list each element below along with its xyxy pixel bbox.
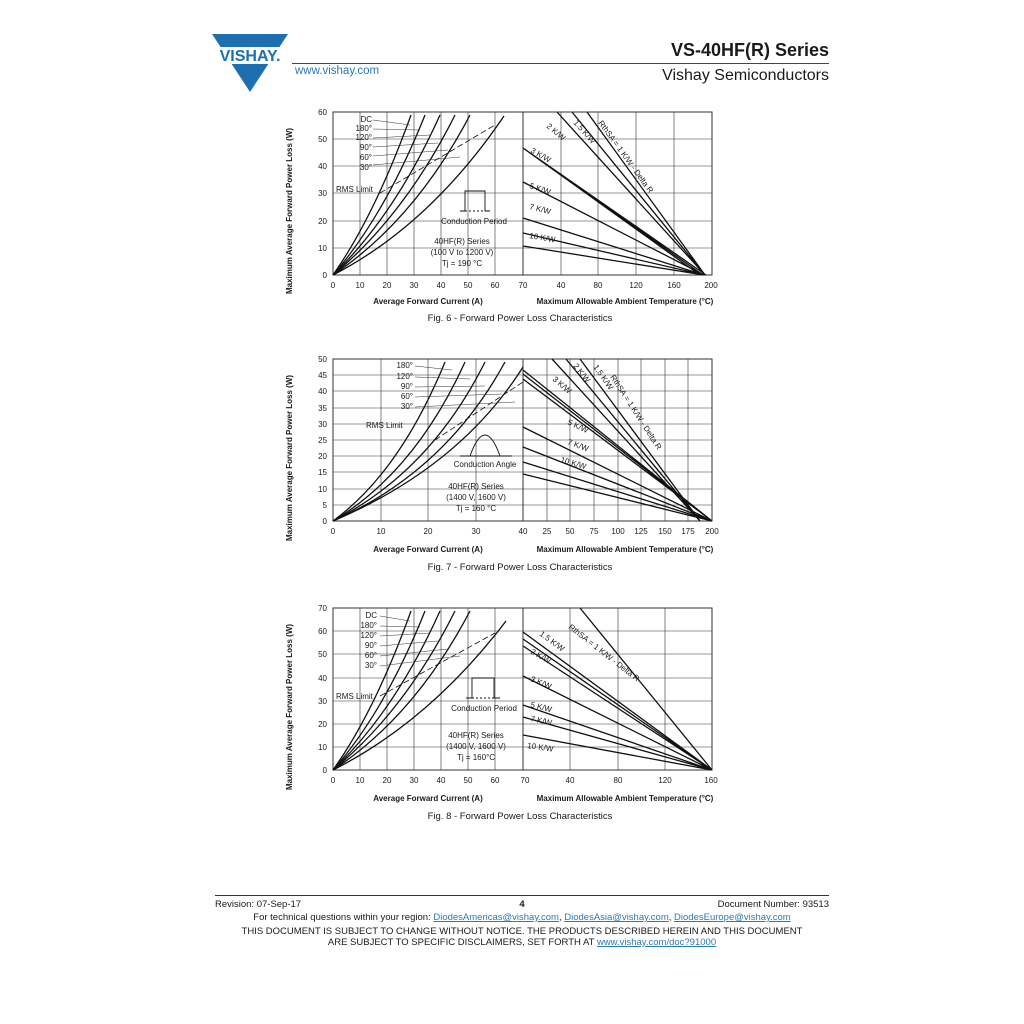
- x-tick: 70: [518, 281, 528, 290]
- x-tick: 70: [520, 776, 530, 785]
- device-info: Tj = 160°C: [456, 753, 496, 762]
- x-tick: 20: [423, 527, 433, 536]
- x-tick: 50: [463, 776, 473, 785]
- y-tick: 40: [318, 674, 327, 683]
- x-tick: 20: [382, 776, 392, 785]
- x-axis-label-left: Average Forward Current (A): [373, 297, 483, 306]
- manufacturer-name: Vishay Semiconductors: [662, 67, 829, 84]
- device-info: (1400 V, 1600 V): [446, 493, 506, 502]
- y-tick: 20: [318, 452, 327, 461]
- x-tick: 120: [629, 281, 643, 290]
- series-title: VS-40HF(R) Series: [670, 40, 829, 60]
- x-tick: 160: [667, 281, 681, 290]
- y-tick: 50: [318, 135, 327, 144]
- waveform-icon: [460, 191, 490, 211]
- curve-label: 90°: [364, 641, 377, 650]
- separator: ,: [558, 912, 565, 923]
- curve-label: 30°: [359, 163, 372, 172]
- x-tick: 50: [565, 527, 575, 536]
- y-tick: 30: [318, 420, 327, 429]
- x-axis-label-right: Maximum Allowable Ambient Temperature (°C): [536, 297, 714, 306]
- rthsa-label: 3 K/W: [529, 674, 553, 692]
- rthsa-label: 7 K/W: [566, 437, 590, 454]
- x-tick: 20: [382, 281, 392, 290]
- figure-6: [280, 105, 740, 335]
- curve-label: DC: [365, 611, 377, 620]
- waveform-label: Conduction Period: [451, 704, 517, 713]
- rthsa-label: 2 K/W: [544, 121, 568, 143]
- device-info: (1400 V, 1600 V): [446, 742, 506, 751]
- x-tick: 200: [705, 527, 719, 536]
- y-tick: 50: [318, 355, 327, 364]
- website-link[interactable]: www.vishay.com: [295, 65, 380, 77]
- curve-label: 120°: [360, 631, 377, 640]
- y-tick: 20: [318, 217, 327, 226]
- rthsa-label: 3 K/W: [550, 374, 574, 396]
- y-tick: 10: [318, 244, 327, 253]
- x-tick: 160: [704, 776, 718, 785]
- separator: ,: [668, 912, 675, 923]
- y-tick: 25: [318, 436, 327, 445]
- device-info: 40HF(R) Series: [448, 482, 504, 491]
- x-tick: 25: [542, 527, 552, 536]
- x-tick: 10: [376, 527, 386, 536]
- curve-label: 120°: [355, 133, 372, 142]
- curve-label: 60°: [359, 153, 372, 162]
- curve-label: 30°: [400, 402, 413, 411]
- y-tick: 40: [318, 162, 327, 171]
- logo-text: VISHAY.: [219, 48, 281, 65]
- y-tick: 60: [318, 108, 327, 117]
- rthsa-label: 2 K/W: [571, 361, 592, 385]
- x-axis-label-right: Maximum Allowable Ambient Temperature (°C): [536, 794, 714, 803]
- waveform-label: Conduction Angle: [453, 460, 517, 469]
- x-tick: 0: [330, 527, 336, 536]
- email-americas-link[interactable]: DiodesAmericas@vishay.com: [433, 912, 559, 923]
- waveform-icon: [460, 435, 512, 456]
- disclaimer-link[interactable]: www.vishay.com/doc?91000: [596, 937, 717, 948]
- curve-label: 30°: [364, 661, 377, 670]
- rthsa-label: 10 K/W: [526, 741, 554, 754]
- y-tick: 0: [322, 766, 327, 775]
- y-tick: 40: [318, 387, 327, 396]
- device-info: 40HF(R) Series: [434, 237, 490, 246]
- x-tick: 0: [330, 776, 336, 785]
- y-tick: 10: [318, 743, 327, 752]
- figure-7: [280, 352, 740, 582]
- curve-label: 180°: [360, 621, 377, 630]
- x-axis-label-left: Average Forward Current (A): [373, 794, 483, 803]
- x-tick: 40: [565, 776, 575, 785]
- x-axis-label-right: Maximum Allowable Ambient Temperature (°C): [536, 545, 714, 554]
- rms-limit-label: RMS Limit: [366, 421, 403, 430]
- rthsa-label: 1.5 K/W: [591, 362, 616, 392]
- figure-7-caption: Fig. 7 - Forward Power Loss Characteristics: [427, 562, 613, 573]
- figure-8-caption: Fig. 8 - Forward Power Loss Characteristics: [427, 811, 613, 822]
- x-tick: 175: [681, 527, 695, 536]
- rthsa-label: 10 K/W: [528, 231, 557, 245]
- email-europe-link[interactable]: DiodesEurope@vishay.com: [674, 912, 791, 923]
- y-axis-label: Maximum Average Forward Power Loss (W): [285, 374, 294, 542]
- rthsa-label: 7 K/W: [528, 202, 552, 217]
- x-tick: 80: [613, 776, 623, 785]
- y-tick: 10: [318, 485, 327, 494]
- device-info: (100 V to 1200 V): [430, 248, 494, 257]
- rms-limit-label: RMS Limit: [336, 692, 373, 701]
- figure-6-caption: Fig. 6 - Forward Power Loss Characteristics: [427, 313, 613, 324]
- y-tick: 20: [318, 720, 327, 729]
- y-tick: 15: [318, 468, 327, 477]
- tech-contact-line: [215, 912, 829, 923]
- vishay-logo: [210, 34, 290, 94]
- curve-label: 90°: [400, 382, 413, 391]
- rthsa-label: 7 K/W: [529, 714, 553, 728]
- x-tick: 150: [658, 527, 672, 536]
- rthsa-label: 5 K/W: [529, 700, 553, 715]
- x-tick: 10: [355, 281, 365, 290]
- rms-limit-label: RMS Limit: [336, 185, 373, 194]
- rthsa-label: 1.5 K/W: [537, 629, 567, 654]
- y-tick: 70: [318, 604, 327, 613]
- tech-prefix: For technical questions within your region:: [253, 912, 434, 923]
- waveform-label: Conduction Period: [441, 217, 507, 226]
- y-tick: 0: [322, 517, 327, 526]
- x-tick: 40: [436, 281, 446, 290]
- x-axis-label-left: Average Forward Current (A): [373, 545, 483, 554]
- y-tick: 35: [318, 404, 327, 413]
- x-tick: 60: [490, 281, 500, 290]
- y-tick: 30: [318, 697, 327, 706]
- y-tick: 5: [322, 501, 327, 510]
- rthsa-label: 5 K/W: [528, 181, 552, 197]
- curve-label: 60°: [400, 392, 413, 401]
- x-tick: 0: [330, 281, 336, 290]
- device-info: 40HF(R) Series: [448, 731, 504, 740]
- x-tick: 60: [490, 776, 500, 785]
- y-tick: 45: [318, 371, 327, 380]
- y-axis-label: Maximum Average Forward Power Loss (W): [285, 127, 294, 295]
- curve-label: DC: [360, 115, 372, 124]
- x-tick: 125: [634, 527, 648, 536]
- rthsa-label: RthSA = 1 K/W - Delta R: [566, 622, 642, 684]
- email-asia-link[interactable]: DiodesAsia@vishay.com: [564, 912, 669, 923]
- curve-label: 120°: [396, 372, 413, 381]
- x-tick: 200: [704, 281, 718, 290]
- x-tick: 100: [611, 527, 625, 536]
- y-tick: 50: [318, 650, 327, 659]
- x-tick: 40: [518, 527, 528, 536]
- x-tick: 40: [436, 776, 446, 785]
- disclaimer-line-1: THIS DOCUMENT IS SUBJECT TO CHANGE WITHOUT NOTICE. THE PRODUCTS DESCRIBED HEREIN AND THIS DOCUMENT: [241, 926, 803, 937]
- rthsa-label: RthSA = 1 K/W - Delta R: [596, 118, 656, 195]
- revision-date: Revision: 07-Sep-17: [215, 899, 302, 910]
- curve-label: 180°: [355, 124, 372, 133]
- device-info: Tj = 160 °C: [455, 504, 497, 513]
- rthsa-label: 2 K/W: [529, 646, 553, 666]
- x-tick: 80: [593, 281, 603, 290]
- curve-label: 60°: [364, 651, 377, 660]
- rthsa-label: RthSA = 1 K/W - Delta R: [608, 373, 664, 452]
- rthsa-label: 5 K/W: [566, 417, 590, 436]
- rthsa-label: 10 K/W: [559, 455, 588, 472]
- x-tick: 40: [556, 281, 566, 290]
- power-curves: [333, 112, 706, 275]
- x-tick: 10: [355, 776, 365, 785]
- disclaimer-prefix: ARE SUBJECT TO SPECIFIC DISCLAIMERS, SET FORTH AT: [327, 937, 597, 948]
- footer-rule: [215, 895, 829, 896]
- document-number: Document Number: 93513: [717, 899, 829, 910]
- y-tick: 0: [322, 271, 327, 280]
- y-tick: 30: [318, 189, 327, 198]
- rthsa-label: 3 K/W: [529, 145, 553, 165]
- curve-label: 180°: [396, 361, 413, 370]
- x-tick: 30: [471, 527, 481, 536]
- x-tick: 75: [589, 527, 599, 536]
- rthsa-label: 1.5 K/W: [571, 118, 598, 146]
- header-rule: [292, 63, 829, 64]
- x-tick: 50: [463, 281, 473, 290]
- disclaimer-line-2: [215, 937, 829, 948]
- device-info: Tj = 190 °C: [441, 259, 483, 268]
- curve-label: 90°: [359, 143, 372, 152]
- figure-8: [280, 601, 740, 831]
- x-tick: 120: [658, 776, 672, 785]
- x-tick: 30: [409, 776, 419, 785]
- y-axis-label: Maximum Average Forward Power Loss (W): [285, 623, 294, 791]
- x-tick: 30: [409, 281, 419, 290]
- y-tick: 60: [318, 627, 327, 636]
- page-number: 4: [519, 899, 525, 910]
